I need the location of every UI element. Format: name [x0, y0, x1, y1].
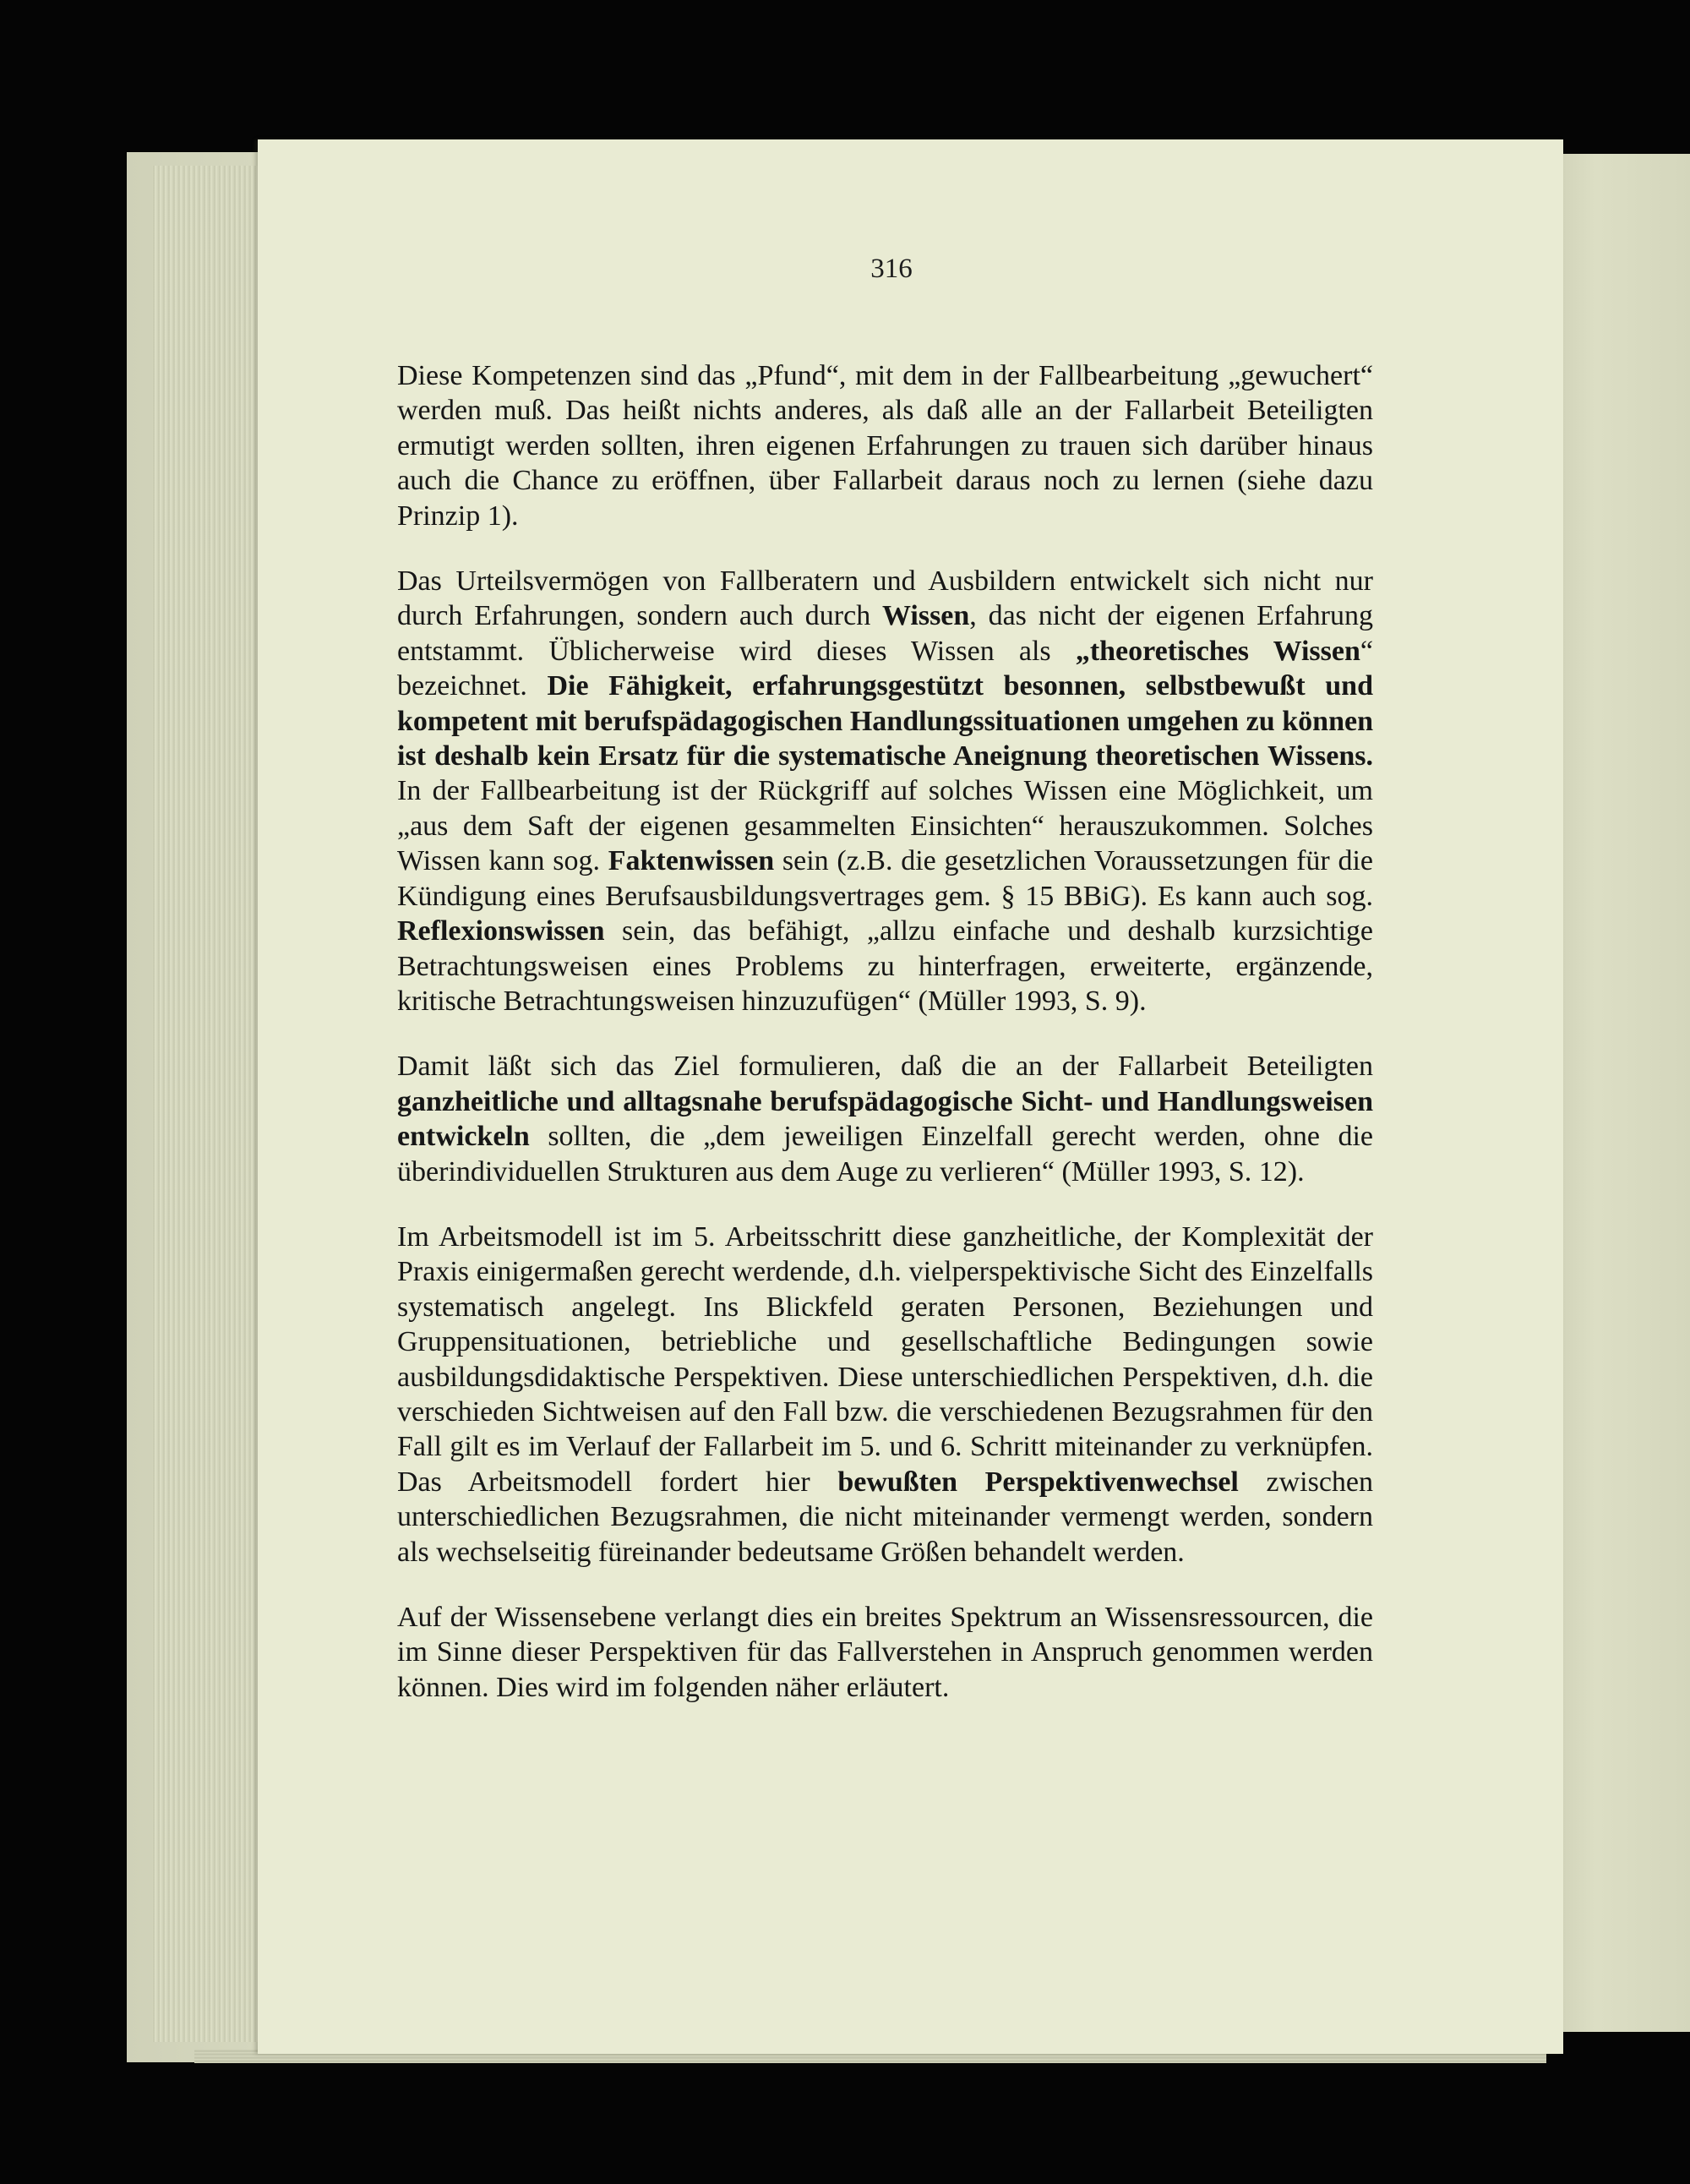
text-segment: , das nicht der eigenen Erfahrung entstammt. Üblicherweise wird dieses Wissen als: [397, 600, 1373, 667]
text-segment: sein (z.B. die gesetzlichen Voraussetzungen für die Kündigung eines Berufsausbildungsvertrages gem. § 15 BBiG). Es kann auch sog.: [397, 845, 1373, 912]
text-segment: Diese Kompetenzen sind das „Pfund“, mit dem in der Fallbearbeitung „gewuchert“ werden muß. Das heißt nichts anderes, als daß alle an der Fallarbeit Beteiligten ermutigt werden sollten, ihren eigenen Erfahrungen zu trauen sich darüber hinaus auch die Chance zu eröffnen, über Fallarbeit daraus noch zu lernen (siehe dazu Prinzip 1).: [397, 360, 1373, 532]
bold-term: Wissen: [882, 600, 970, 632]
bold-statement: ganzheitliche und alltagsnahe berufspädagogische Sicht- und Handlungsweisen entwickeln: [397, 1085, 1373, 1153]
text-segment: sein, das befähigt, „allzu einfache und deshalb kurzsichtige Betrachtungsweisen eines Problems zu hinterfragen, erweiterte, ergänzende, kritische Betrachtungsweisen hinzuzufügen“ (Müller 1993, S. 9).: [397, 915, 1373, 1017]
bold-statement: Die Fähigkeit, erfahrungsgestützt besonnen, selbstbewußt und kompetent mit berufspädagogischen Handlungssituationen umgehen zu können ist deshalb kein Ersatz für die systematische Aneignung theoretischen Wissens.: [397, 670, 1373, 773]
text-segment: Im Arbeitsmodell ist im 5. Arbeitsschritt diese ganzheitliche, der Komplexität der Praxis einigermaßen gerecht werdende, d.h. vielperspektivische Sicht des Einzelfalls systematisch angelegt. Ins Blickfeld geraten Personen, Beziehungen und Gruppensituationen, betriebliche und gesellschaftliche Bedingungen sowie ausbildungsdidaktische Perspektiven. Diese unterschiedlichen Perspektiven, d.h. die verschieden Sichtweisen auf den Fall bzw. die verschiedenen Bezugsrahmen für den Fall gilt es im Verlauf der Fallarbeit im 5. und 6. Schritt miteinander zu verknüpfen. Das Arbeitsmodell fordert hier: [397, 1220, 1373, 1498]
paragraph-1: [397, 358, 1373, 533]
paragraph-3: [397, 1049, 1373, 1189]
page-body: [397, 358, 1373, 1705]
text-segment: sollten, die „dem jeweiligen Einzelfall gerecht werden, ohne die überindividuellen Strukturen aus dem Auge zu verlieren“ (Müller 1993, S. 12).: [397, 1121, 1373, 1188]
text-segment: zwischen unterschiedlichen Bezugsrahmen, die nicht miteinander vermengt werden, sondern als wechselseitig füreinander bedeutsame Größen behandelt werden.: [397, 1466, 1373, 1568]
paragraph-5: [397, 1600, 1373, 1705]
text-segment: Damit läßt sich das Ziel formulieren, daß die an der Fallarbeit Beteiligten: [397, 1051, 1373, 1083]
text-segment: Auf der Wissensebene verlangt dies ein breites Spektrum an Wissensressourcen, die im Sinne dieser Perspektiven für das Fallverstehen in Anspruch genommen werden können. Dies wird im folgenden näher erläutert.: [397, 1602, 1373, 1703]
page-number: 316: [870, 254, 913, 284]
bold-term: „theoretisches Wissen: [1075, 635, 1360, 667]
bold-term: Reflexionswissen: [397, 915, 605, 947]
text-segment: Das Urteilsvermögen von Fallberatern und Ausbildern entwickelt sich nicht nur durch Erfahrungen, sondern auch durch: [397, 565, 1373, 632]
text-segment: “ bezeichnet.: [397, 635, 1373, 702]
bold-term: Faktenwissen: [608, 845, 775, 877]
bold-term: bewußten Perspektivenwechsel: [837, 1466, 1239, 1498]
text-segment: In der Fallbearbeitung ist der Rückgriff auf solches Wissen eine Möglichkeit, um „aus dem Saft der eigenen gesammelten Einsichten“ herauszukommen. Solches Wissen kann sog.: [397, 775, 1373, 877]
paragraph-4: [397, 1220, 1373, 1570]
paragraph-2: [397, 564, 1373, 1018]
page-edges: [152, 166, 262, 2042]
